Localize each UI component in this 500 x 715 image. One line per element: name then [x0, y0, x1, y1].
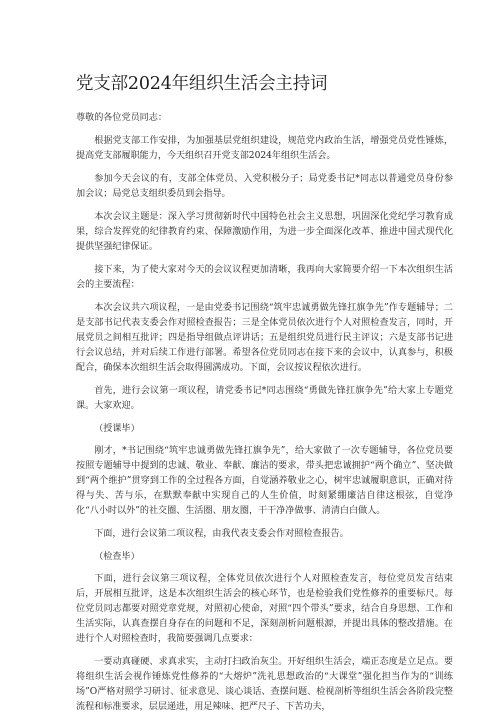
paragraph-item-two: 下面，进行会议第二项议程，由我代表支委会作对照检查报告。 [94, 529, 349, 539]
paragraph-purpose: 根据党支部工作安排，为加强基层党组织建设，规范党内政治生活，增强党员党性锤炼，提高党支部履职能力，今天组织召开党支部2024年组织生活会。 [76, 136, 453, 161]
paragraph-item-three: 下面，进行会议第三项议程，全体党员依次进行个人对照检查发言，每位党员发言结束后，开展相互批评，这是本次组织生活会的核心环节，也是检验我们党性修养的重要标尺。每位党员同志都要对照党章党规，对照初心使命，对照“四个带头”要求，结合自身思想、工作和生活实际，认真查摆自身存在的问题和不足，深刻剖析问题根源，并提出具体的整改措施。在进行个人对照检查时，我简要强调几点要求： [76, 574, 453, 644]
salutation: 尊敬的各位党员同志： [76, 113, 167, 123]
stage-note-lecture-done: （授课毕） [94, 424, 140, 434]
paragraph-theme: 本次会议主题是：深入学习贯彻新时代中国特色社会主义思想，巩固深化党纪学习教育成果，综合发挥党的纪律教育约束、保障激励作用，为进一步全面深化改革、推进中国式现代化提供坚强纪律保证。 [76, 212, 453, 252]
stage-note-check-done: （检查毕） [94, 552, 140, 562]
paragraph-item-one: 首先，进行会议第一项议程，请党委书记*同志围绕“勇做先锋扛旗争先”给大家上专题党课。大家欢迎。 [76, 386, 453, 411]
paragraph-lecture-summary: 刚才，*书记围绕“筑牢忠诚勇做先锋扛旗争先”，给大家做了一次专题辅导，各位党员要按照专题辅导中提到的忠诚、敬业、奉献、廉洁的要求，带头把忠诚拥护“两个确立”、坚决做到“两个维护”贯穿到工作的全过程各方面，自觉涵养敬业之心，树牢忠诚履职意识，正确对待得与失、苦与乐，在默默奉献中实现自己的人生价值，时刻紧绷廉洁自律这根弦，自觉净化“八小时以外”的社交圈、生活圈、朋友圈，干干净净做事、清清白白做人。 [76, 446, 453, 516]
paragraph-agenda: 本次会议共六项议程，一是由党委书记围绕“筑牢忠诚勇做先锋扛旗争先”作专题辅导；二是支部书记代表支委会作对照检查报告；三是全体党员依次进行个人对照检查发言，同时，开展党员之间相互批评；四是指导组做点评讲话；五是组织党员进行民主评议；六是支部书记进行会议总结，并对后续工作进行部署。希望各位党员同志在接下来的会议中，认真参与，积极配合，确保本次组织生活会取得圆满成功。下面，会议按议程依次进行。 [76, 303, 453, 373]
document-title: 党支部2024年组织生活会主持词 [76, 74, 328, 94]
paragraph-intro-agenda: 接下来，为了使大家对今天的会议议程更加清晰，我再向大家简要介绍一下本次组织生活会的主要流程： [76, 265, 453, 290]
paragraph-requirement-one: 一要动真碰硬、求真求实，主动打扫政治灰尘。开好组织生活会，端正态度是立足点。要将组织生活会视作锤炼党性修养的“大熔炉”洗礼思想政治的“大课堂”强化担当作为的“训练场”O严格对照学习研讨、征求意见、谈心谈话、查摆问题、检视剖析等组织生活会各阶段完整流程和标准要求，层层递进，用足辣味、把严尺子、下苦功夫， [76, 657, 453, 712]
paragraph-attendees: 参加今天会议的有，支部全体党员、入党积极分子；局党委书记*同志以普通党员身份参加会议；局党总支组织委员到会指导。 [76, 174, 453, 199]
